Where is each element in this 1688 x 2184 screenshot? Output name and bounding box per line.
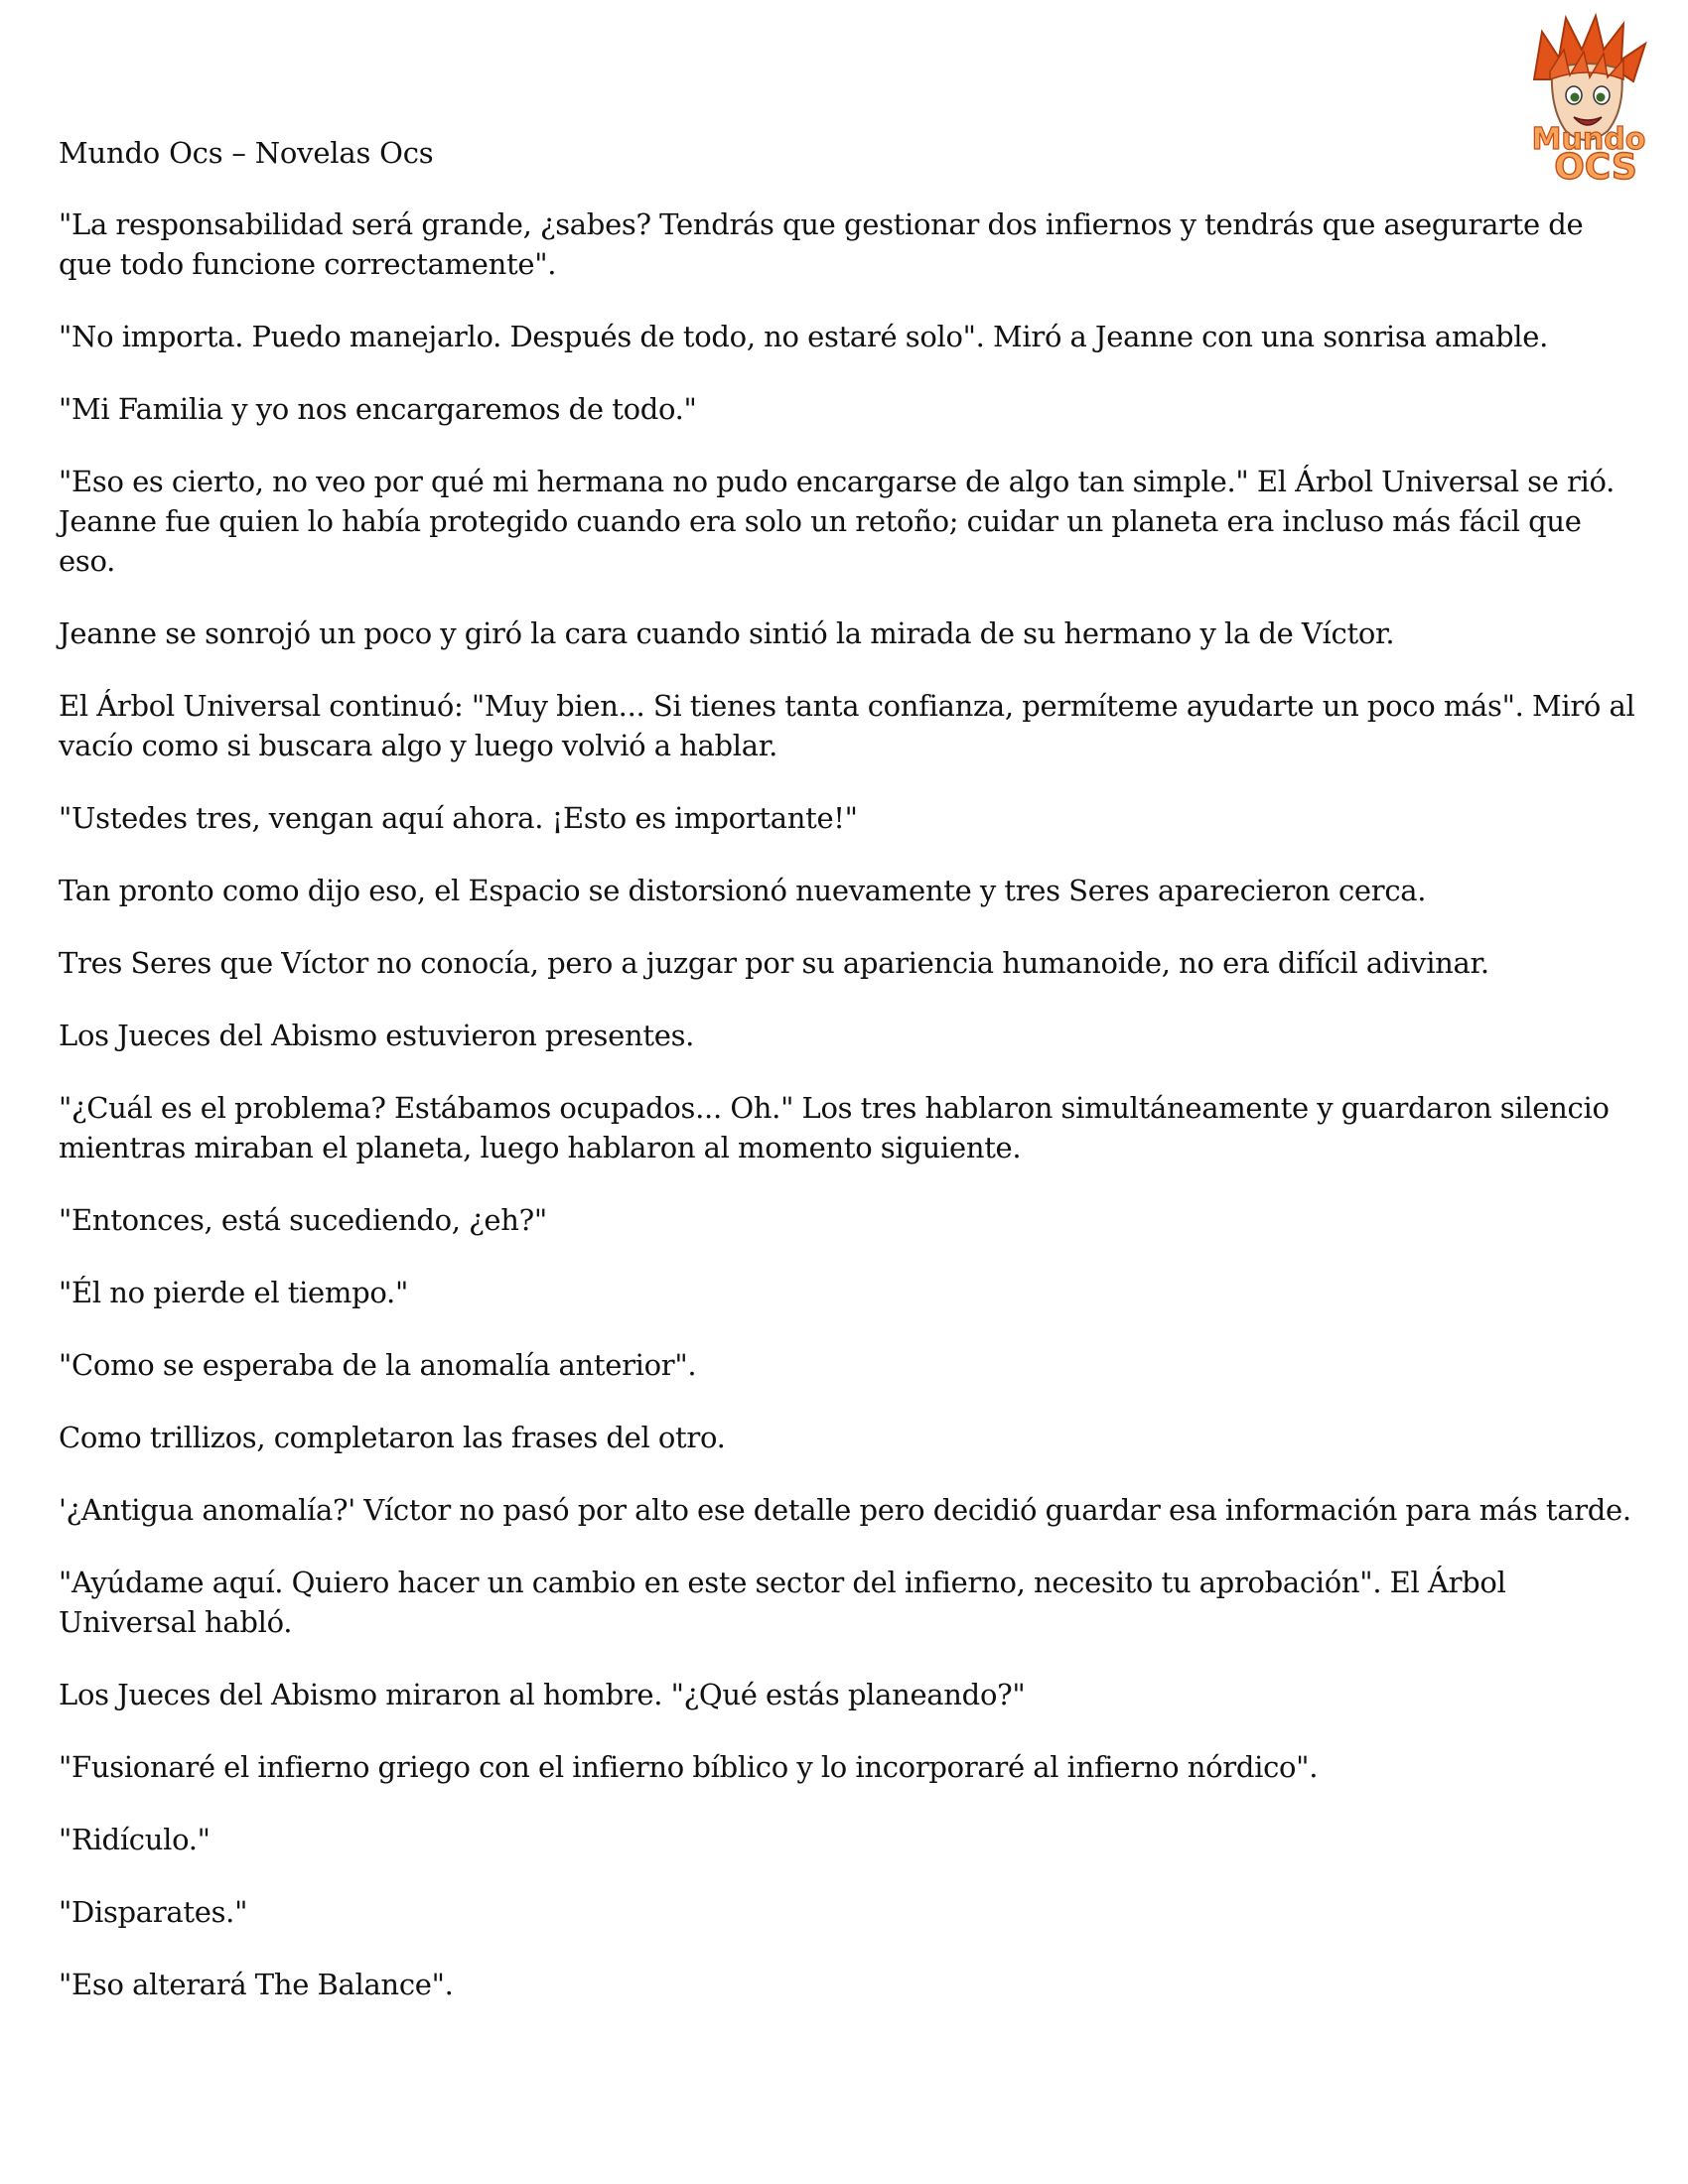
paragraph: "¿Cuál es el problema? Estábamos ocupados... Oh." Los tres hablaron simultáneamente y guardaron silencio mientras miraban el planeta, luego hablaron al momento siguiente.	[59, 1091, 1610, 1164]
paragraph: "Ustedes tres, vengan aquí ahora. ¡Esto es importante!"	[59, 801, 858, 835]
logo-word-ocs: OCS	[1554, 147, 1637, 184]
paragraph: "Entonces, está sucediendo, ¿eh?"	[59, 1203, 547, 1237]
paragraph: "Ayúdame aquí. Quiero hacer un cambio en este sector del infierno, necesito tu aprobación". El Árbol Universal habló.	[59, 1566, 1506, 1639]
paragraph: "Mi Familia y yo nos encargaremos de todo."	[59, 392, 697, 426]
paragraph: Los Jueces del Abismo estuvieron presentes.	[59, 1019, 695, 1052]
paragraph: "Ridículo."	[59, 1823, 211, 1856]
paragraph: "No importa. Puedo manejarlo. Después de todo, no estaré solo". Miró a Jeanne con una sonrisa amable.	[59, 320, 1549, 353]
paragraph: "Eso alterará The Balance".	[59, 1968, 454, 2001]
paragraph: "Fusionaré el infierno griego con el infierno bíblico y lo incorporaré al infierno nórdico".	[59, 1750, 1319, 1784]
paragraph: "Eso es cierto, no veo por qué mi hermana no pudo encargarse de algo tan simple." El Árbol Universal se rió. Jeanne fue quien lo había protegido cuando era solo un retoño; cuidar un planeta era incluso más fácil que eso.	[59, 465, 1616, 578]
logo-word-mundo: Mundo	[1531, 122, 1646, 157]
paragraph: "La responsabilidad será grande, ¿sabes? Tendrás que gestionar dos infiernos y tendrás que asegurarte de que todo funcione correctamente".	[59, 207, 1584, 281]
paragraph: Como trillizos, completaron las frases del otro.	[59, 1421, 726, 1454]
paragraph: Los Jueces del Abismo miraron al hombre. "¿Qué estás planeando?"	[59, 1678, 1026, 1711]
paragraph: "Disparates."	[59, 1895, 248, 1929]
document-body	[59, 205, 1637, 2037]
paragraph: Tres Seres que Víctor no conocía, pero a juzgar por su apariencia humanoide, no era difícil adivinar.	[59, 946, 1489, 980]
paragraph: El Árbol Universal continuó: "Muy bien... Si tienes tanta confianza, permíteme ayudarte un poco más". Miró al vacío como si buscara algo y luego volvió a hablar.	[59, 689, 1635, 762]
anime-character-logo-icon	[1504, 10, 1673, 184]
paragraph: "Él no pierde el tiempo."	[59, 1276, 408, 1309]
document-header: Mundo Ocs – Novelas Ocs	[59, 136, 434, 170]
paragraph: Tan pronto como dijo eso, el Espacio se distorsionó nuevamente y tres Seres aparecieron cerca.	[59, 874, 1427, 907]
paragraph: "Como se esperaba de la anomalía anterior".	[59, 1348, 697, 1382]
paragraph: Jeanne se sonrojó un poco y giró la cara cuando sintió la mirada de su hermano y la de Víctor.	[59, 616, 1395, 650]
paragraph: '¿Antigua anomalía?' Víctor no pasó por alto ese detalle pero decidió guardar esa información para más tarde.	[59, 1493, 1631, 1527]
